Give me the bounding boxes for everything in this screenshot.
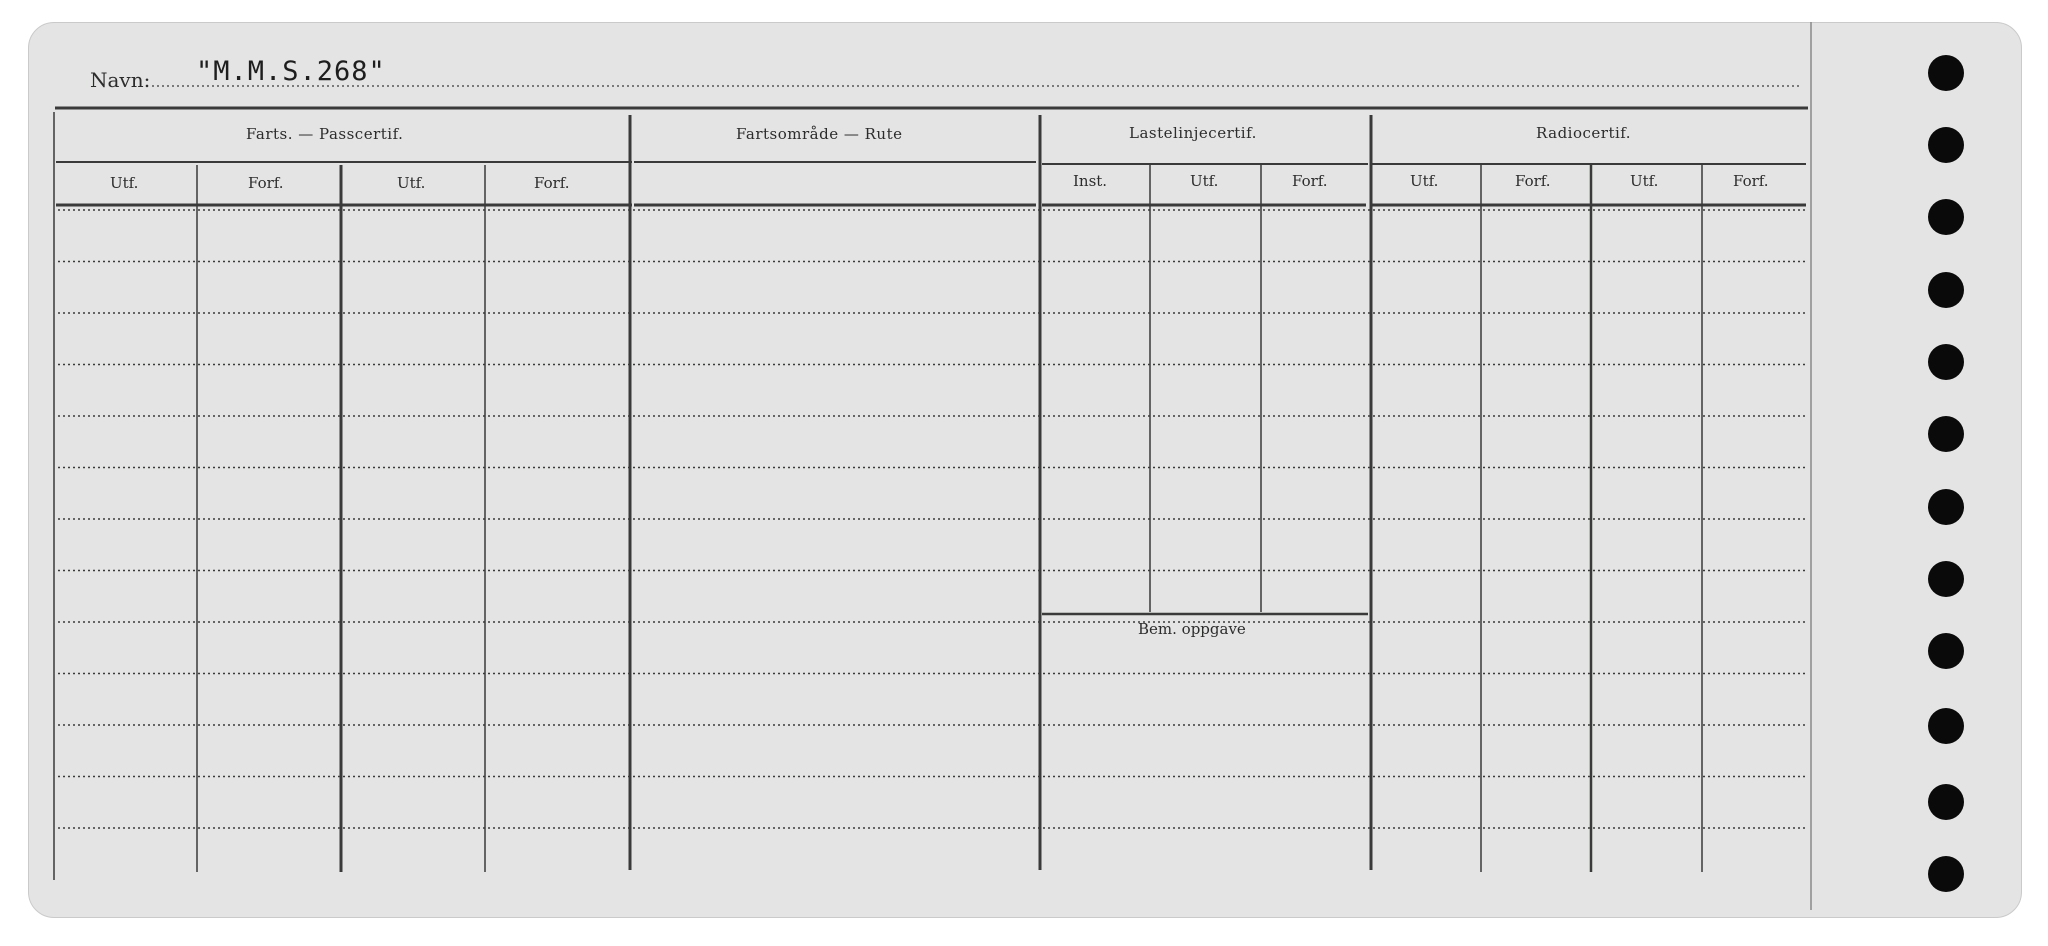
name-label: Navn: <box>90 68 151 92</box>
section-lastelinje: Lastelinjecertif. <box>1129 124 1257 142</box>
col-farts-forf-1: Forf. <box>248 174 284 192</box>
punch-hole-icon <box>1928 127 1964 163</box>
col-radio-forf-1: Forf. <box>1515 172 1551 190</box>
col-radio-utf-1: Utf. <box>1410 172 1439 190</box>
col-radio-utf-2: Utf. <box>1630 172 1659 190</box>
section-fartsomrade: Fartsområde — Rute <box>736 125 903 143</box>
punch-hole-icon <box>1928 708 1964 744</box>
punch-hole-icon <box>1928 489 1964 525</box>
dotted-rows <box>58 210 1806 828</box>
col-laste-inst: Inst. <box>1073 172 1108 190</box>
col-farts-utf-2: Utf. <box>397 174 426 192</box>
punch-hole-icon <box>1928 633 1964 669</box>
punch-hole-icon <box>1928 784 1964 820</box>
bem-oppgave-label: Bem. oppgave <box>1138 620 1246 638</box>
punch-hole-icon <box>1928 272 1964 308</box>
punch-hole-icon <box>1928 561 1964 597</box>
punch-hole-icon <box>1928 416 1964 452</box>
col-farts-utf-1: Utf. <box>110 174 139 192</box>
punch-hole-icon <box>1928 55 1964 91</box>
col-farts-forf-2: Forf. <box>534 174 570 192</box>
punch-hole-icon <box>1928 199 1964 235</box>
col-laste-forf: Forf. <box>1292 172 1328 190</box>
punch-hole-icon <box>1928 344 1964 380</box>
col-laste-utf: Utf. <box>1190 172 1219 190</box>
punch-hole-icon <box>1928 856 1964 892</box>
section-radio: Radiocertif. <box>1536 124 1632 142</box>
name-value: "M.M.S.268" <box>196 56 386 87</box>
section-farts: Farts. — Passcertif. <box>246 125 404 143</box>
col-radio-forf-2: Forf. <box>1733 172 1769 190</box>
